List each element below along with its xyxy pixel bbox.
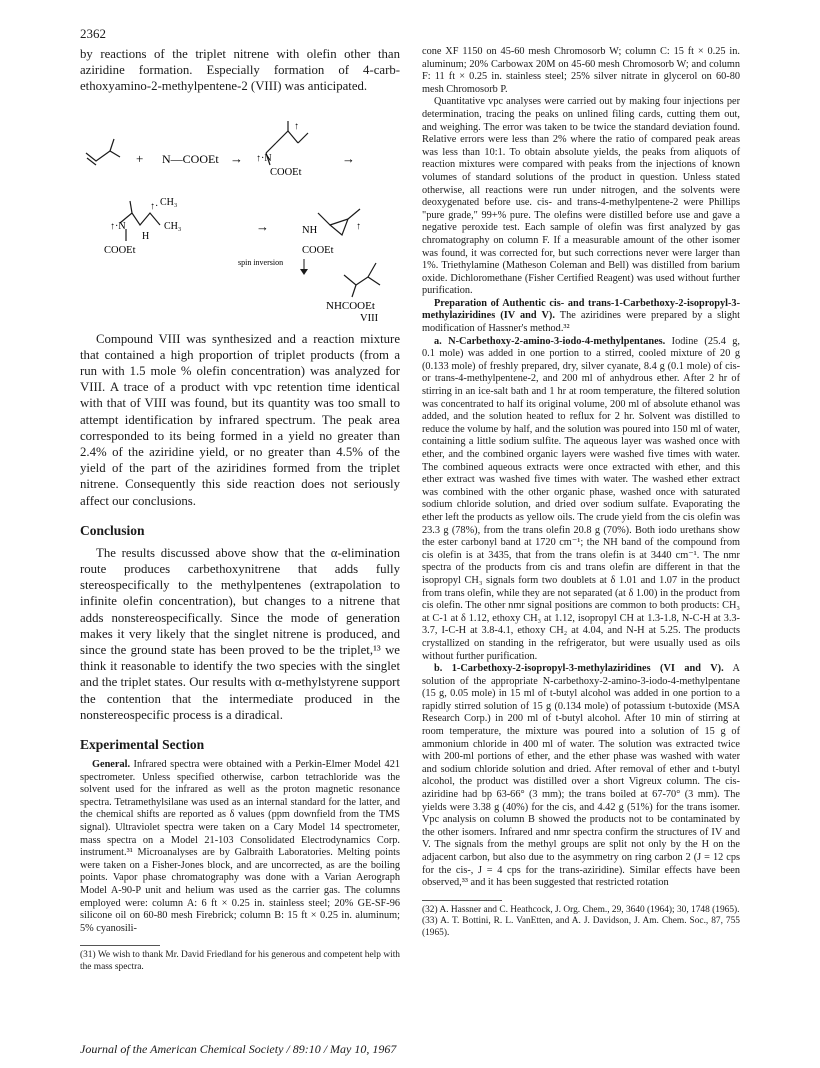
schema-nh: NH xyxy=(302,224,318,236)
general-label: General. xyxy=(92,759,131,771)
schema-triplet-mark: ↑ xyxy=(294,120,299,132)
right-column xyxy=(422,46,740,940)
footnote-rule xyxy=(80,945,160,946)
schema-arrow-1: → xyxy=(230,150,243,166)
schema-h: H xyxy=(142,230,150,242)
left-column xyxy=(80,46,400,974)
conclusion-heading: Conclusion xyxy=(80,522,145,538)
preparation-text: The aziridines were prepared by a slight modification of Hassner's method.³² xyxy=(422,310,740,335)
procedure-b-paragraph xyxy=(422,663,740,890)
procedure-a-text: Iodine (25.4 g, 0.1 mole) was added in one portion to a stirred, cooled mixture of 20 g (0.133 mole) of freshly prepared, dry, silver cyanate, 8.4 g (0.1 mole) of cis- or trans-4-methylpentene-2, and 200 ml of anhydrous ether. After 2 hr of stirring in an ice-salt bath and 1 hr at room temperature, the filtered solution was concentrated to half its original volume, 200 ml of absolute ethanol was added, and the solution heated to reflux for 2 hr. Solvent was distilled to reduce the volume by half, and the solution was poured into 150 ml of water, containing a little sodium sulfite. The aqueous layer was washed once with ether, and the combined organic layers were washed five times with water. The combined aqueous extracts were once extracted with ether, and this ether extract was washed five times with water. The washed ether extract was combined with the other organic phase, washed once with saturated sodium chloride solution, and dried over sodium sulfate. Evaporating the ether left the products as yellow oils. The crude yield from the cis olefin was 23.3 g (78%), from the trans olefin 20.8 g (70%). Both iodo urethans show the ester carbonyl band at 1720 cm⁻¹; the NH band of the compound from cis olefin is at 3435, that from the trans olefin is at 3440 cm⁻¹. The nmr spectra of the products from cis and trans olefin are different in that the isopropyl CH₃ signals form two doublets at δ 1.01 and 1.07 in the product from trans olefin, while they are not separated (at δ 1.00) in the product from cis olefin. The other nmr signal positions are common to both products: CH₃ at C-1 at δ 1.12, ethoxy CH₃ at 1.12, isopropyl CH at 1.3-1.8, N-C-H at 3.3-3.7, I-C-H at 3.8-4.1, ethoxy CH₂ at 4.04, and N-H at 5.25. The products crystallized on standing in the refrigerator, but were usually used as oils without further purification. xyxy=(422,335,740,662)
schema-product-label: VIII xyxy=(360,312,379,321)
footnote-31: (31) We wish to thank Mr. David Friedland for his generous and competent help with the mass spectra. xyxy=(80,950,400,972)
procedure-b-label: b. 1-Carbethoxy-2-isopropyl-3-methylaziridines (VI and V). xyxy=(434,663,724,675)
analysis-paragraph: Compound VIII was synthesized and a reaction mixture that contained a high proportion of triplet products (from a run with 1.5 mole % olefin concentration) was analyzed for VIII. A trace of a product with vpc retention time identical with that of VIII was found, but its quantity was too small to attempt identification by infrared spectrum. The peak area corresponded to its being formed in a yield no greater than 2.4% of the aziridine yield, or no greater than 4.5% of the yield of the part of the aziridines formed from the triplet nitrene. Consequently this side reaction does not seriously affect our conclusions. xyxy=(80,331,400,508)
schema-plus: + xyxy=(136,150,144,166)
columns-continued-paragraph: cone XF 1150 on 45-60 mesh Chromosorb W; column C: 15 ft × 0.25 in. aluminum; 20% Carbowax 20M on 45-60 mesh Chromosorb W; and column F: 11 ft × 0.25 in. stainless steel; 25% silver nitrate in glycerol on 60-80 mesh Chromosorb P. xyxy=(422,46,740,95)
journal-footer: Journal of the American Chemical Society / 89:10 / May 10, 1967 xyxy=(80,1042,397,1056)
schema-arrow-2: → xyxy=(342,150,355,166)
schema-nitrene: N—COOEt xyxy=(162,151,219,166)
footnote-rule xyxy=(422,900,502,901)
quantitative-vpc-paragraph: Quantitative vpc analyses were carried out by making four injections per determination, tracing the peaks on unlined filing cards, cutting them out, and weighing. The error was taken to be twice the standard deviation found. Relative errors were less than 2% where the ratio of compared peak areas was less than 10:1. To obtain absolute yields, the peaks from aliquots of reaction mixtures were compared with peaks from the injections of known volumes of standard solutions of the product in question. Unless stated otherwise, all reactions were run under nitrogen, and the solvents were deoxygenated before use. cis- and trans-4-methylpentene-2 were Phillips "pure grade," 99+% pure. The olefins were distilled before use and gave a negative peroxide test. Each sample of olefin was first analyzed by gas chromatography on column F. If a measurable amount of the other isomer was found, it was corrected for, but such corrections never were larger than 1%. Triethylamine (Matheson Coleman and Bell) was distilled from barium oxide. Dichloromethane (Fisher Certified Reagent) was used without further purification. xyxy=(422,96,740,297)
schema-triplet-mark: ↑ xyxy=(356,220,361,232)
schema-product-group: NHCOOEt xyxy=(326,299,375,312)
schema-spin-inversion: spin inversion xyxy=(238,257,284,267)
experimental-heading: Experimental Section xyxy=(80,737,205,753)
procedure-a-paragraph xyxy=(422,336,740,663)
reaction-schema xyxy=(80,109,400,321)
procedure-b-text: A solution of the appropriate N-carbethoxy-2-amino-3-iodo-4-methylpentane (15 g, 0.05 mole) in 15 ml of t-butyl alcohol was added in one portion to a rapidly stirred solution of 15 g (0.134 mole) of potassium t-butoxide (MSA Research Corp.) in 200 ml of t-butyl alcohol. After 10 min of stirring at room temperature, the mixture was poured into a solution of 15 g of ammonium chloride in 400 ml of water. The solution was extracted twice with 200-ml portions of ether, and the ether phase was washed with water and sodium chloride solution and dried. After removal of ether and t-butyl alcohol, the product was distilled over a short Vigreux column. The cis-aziridine had bp 63-66° (3 mm); the trans boiled at 67-70° (3 mm). The yields were 3.38 g (40%) for the cis, and 4.42 g (51%) for the trans isomer. Vpc analysis on column B showed the products not to be contaminated by the other isomers. Infrared and nmr spectra confirm the structures of IV and V. The signals from the methyl groups are split not only by the H on the adjacent carbon, but also due to the asymmetry on ring carbon 2 (J = 12 cps for the cis-, J = 4 cps for the trans-aziridine). Similar effects have been observed,³³ and it has been suggested that restricted rotation xyxy=(422,663,740,889)
page-number: 2362 xyxy=(80,26,106,41)
conclusion-paragraph: The results discussed above show that the α-elimination route produces carbethoxynitrene that adds fully stereospecifically to the methylpentenes (extrapolation to infinite olefin concentration), but changes to a nitrene that adds nonstereospecifically. Since the mode of generation makes it very likely that the singlet nitrene is produced, and since the ground state has been proved to be the triplet,¹³ we think it reasonable to identify the two species with the singlet and the triplet states. Our results with α-methylstyrene support the contention that the intermediate produced in the nonstereospecific process is a diradical. xyxy=(80,545,400,722)
schema-ch3: CH₃ xyxy=(160,196,178,208)
footnote-33: (33) A. T. Bottini, R. L. VanEtten, and A. J. Davidson, J. Am. Chem. Soc., 87, 755 (1965). xyxy=(422,916,740,938)
schema-triplet-mark: ↑·N xyxy=(256,152,272,164)
footnote-32: (32) A. Hassner and C. Heathcock, J. Org. Chem., 29, 3640 (1964); 30, 1748 (1965). xyxy=(422,904,740,915)
general-text: Infrared spectra were obtained with a Perkin-Elmer Model 421 spectrometer. Unless specified otherwise, carbon tetrachloride was the solvent used for the infrared as well as the proton magnetic resonance spectra. Tetramethylsilane was used as an internal standard for the latter, and the chemical shifts are reported as δ values (ppm downfield from the TMS signal). Ultraviolet spectra were taken on a Cary Model 14 spectrometer, mass spectra on a Model 21-103 Consolidated Electrodynamics Corp. instrument.³¹ Microanalyses are by Galbraith Laboratories. Melting points were taken on a Fisher-Jones block, and are uncorrected, as are the boiling points. Vapor phase chromatography was done with a Varian Aerograph Model A-90-P unit and helium was used as the carrier gas. The columns employed were: column A: 6 ft × 0.25 in. stainless steel; 20% GE-SF-96 silicone oil on 60-80 mesh Firebrick; column B: 15 ft × 0.25 in. aluminum; 5% cyanosili- xyxy=(80,759,400,934)
preparation-paragraph xyxy=(422,298,740,336)
schema-cooet: COOEt xyxy=(104,244,136,256)
schema-ch3: CH₃ xyxy=(164,220,182,232)
schema-cooet: COOEt xyxy=(302,244,334,256)
general-paragraph xyxy=(80,759,400,935)
schema-cooet: COOEt xyxy=(270,166,302,178)
schema-triplet-mark: ↑·N xyxy=(110,220,126,232)
procedure-a-label: a. N-Carbethoxy-2-amino-3-iodo-4-methylpentanes. xyxy=(434,335,666,347)
schema-arrow-3: → xyxy=(256,218,269,234)
intro-paragraph: by reactions of the triplet nitrene with olefin other than aziridine formation. Especially formation of 4-carb-ethoxyamino-2-methylpentene-2 (VIII) was anticipated. xyxy=(80,47,400,94)
schema-triplet-mark: ↑· xyxy=(150,200,159,212)
preparation-label: Preparation of Authentic cis- and trans-1-Carbethoxy-2-isopropyl-3-methylaziridines (IV and V). xyxy=(422,297,740,322)
